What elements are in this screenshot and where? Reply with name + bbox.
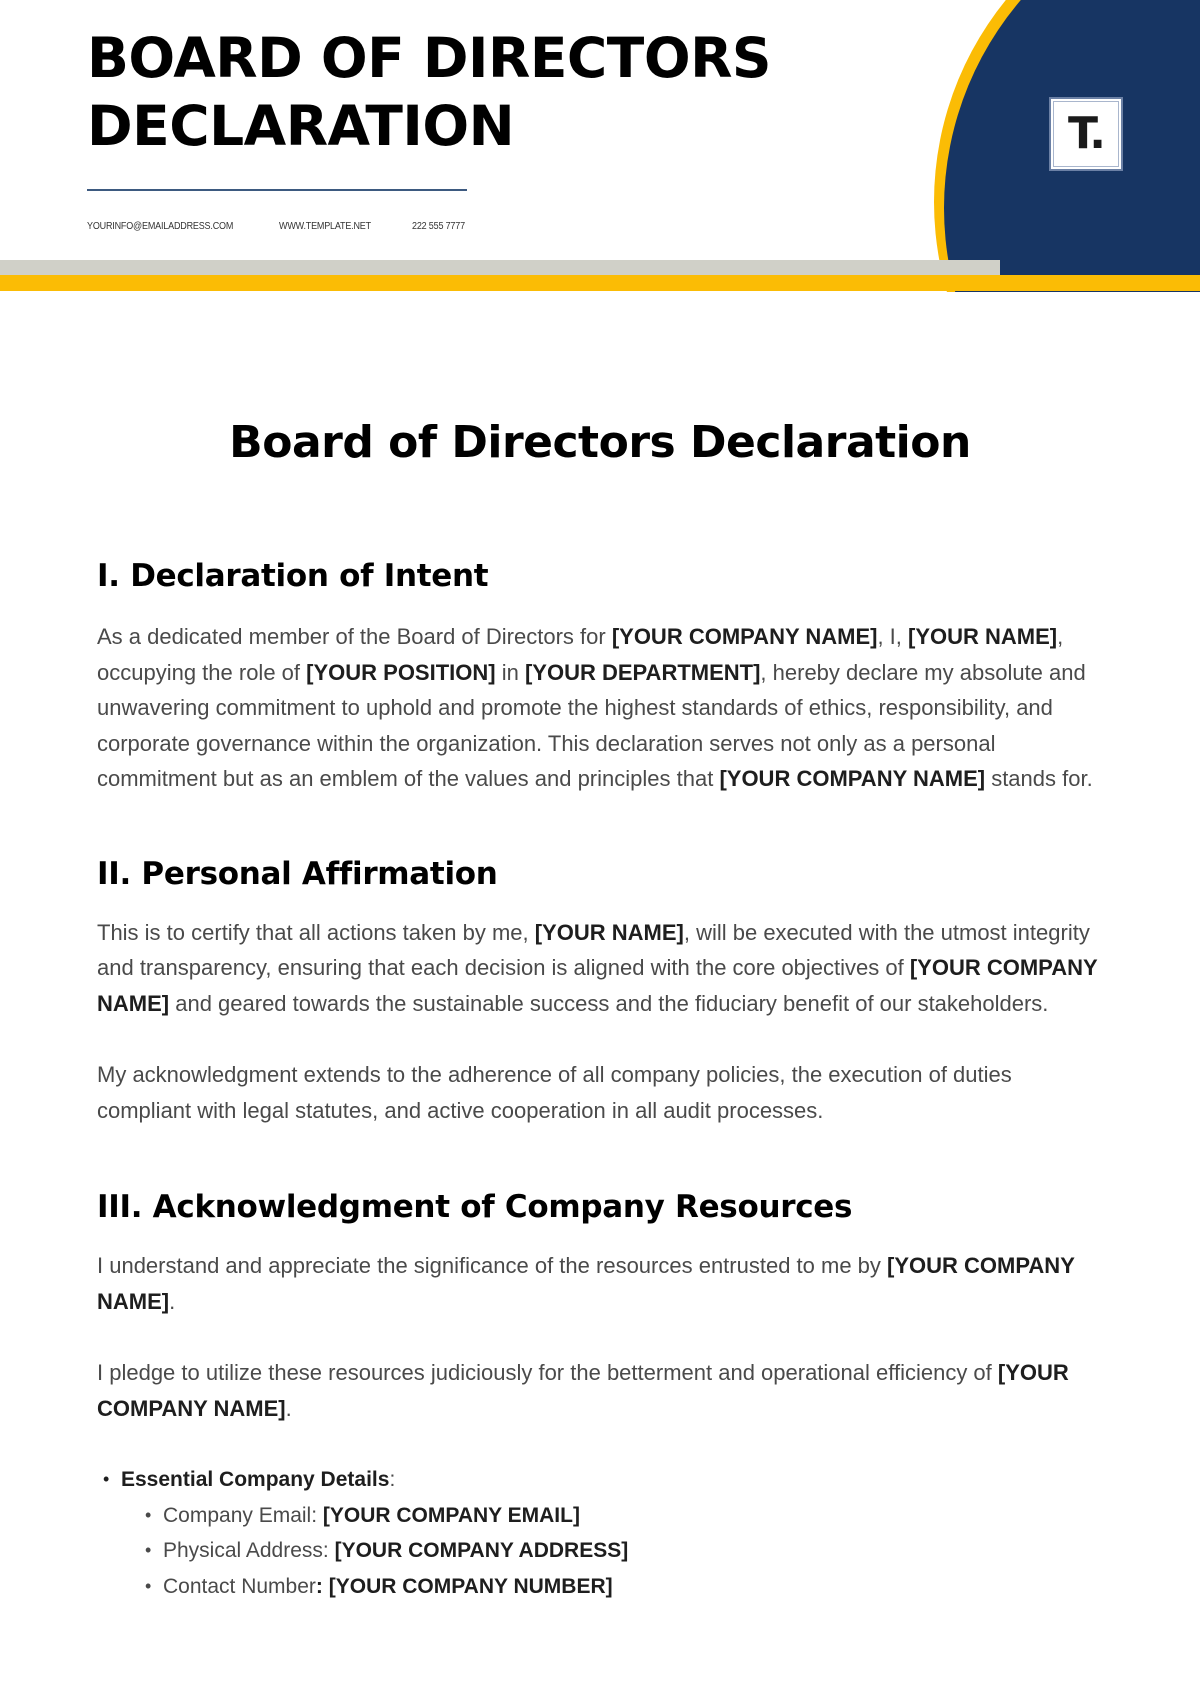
paragraph [97,1355,1107,1426]
placeholder-company-name: [YOUR COMPANY NAME] [611,624,878,649]
placeholder-your-department: [YOUR DEPARTMENT] [524,659,761,685]
text: , occupying the role of [97,624,1064,685]
paragraph [97,1057,1107,1128]
text: I pledge to utilize these resources judiciously for the betterment and operational efficiency of [97,1360,998,1385]
text: . [169,1288,176,1314]
placeholder-company-name: [YOUR COMPANY NAME] [97,955,1098,1016]
header-yellow-band [0,275,1200,291]
section-declaration-of-intent [97,553,1107,797]
text: : [389,1468,396,1491]
placeholder-your-name: [YOUR NAME] [908,624,1058,649]
item-label: Contact Number [163,1574,316,1598]
list-item-company-email [143,1498,1107,1534]
paragraph [97,1248,1107,1319]
section-company-resources [97,1184,1107,1604]
text: , hereby declare my absolute and unwavering commitment to uphold and promote the highest standards of ethics, responsibility, and corporate governance within the organization. This declaration serves not only as a personal commitment but as an emblem of the values and principles that [97,659,1086,791]
contact-phone: 222 555 7777 [411,221,465,232]
header-gray-band [0,260,1000,275]
header-title: BOARD OF DIRECTORS DECLARATION [87,26,772,158]
placeholder-company-email: [YOUR COMPANY EMAIL] [322,1503,580,1527]
contact-email: YOURINFO@EMAILADDRESS.COM [87,221,234,232]
placeholder-your-name: [YOUR NAME] [534,919,684,945]
contact-website: WWW.TEMPLATE.NET [279,221,372,232]
placeholder-company-address: [YOUR COMPANY ADDRESS] [334,1539,629,1562]
list-label: Essential Company Details [121,1468,390,1491]
document-title: Board of Directors Declaration [229,417,971,468]
placeholder-company-name: [YOUR COMPANY NAME] [97,1360,1069,1421]
logo-text: T. [1067,108,1105,159]
text: I understand and appreciate the significance of the resources entrusted to me by [97,1253,888,1278]
placeholder-company-number: : [YOUR COMPANY NUMBER] [315,1574,613,1598]
contact-info [87,221,470,232]
list-item [97,1462,1107,1604]
list-item-physical-address [143,1533,1107,1569]
text: in [495,659,525,685]
paragraph [97,915,1107,1022]
section-personal-affirmation [97,851,1107,1129]
header-divider [87,189,467,191]
document-header [0,0,1200,292]
text: My acknowledgment extends to the adherence of all company policies, the execution of duties compliant with legal statutes, and active cooperation in all audit processes. [97,1062,1012,1123]
section-heading: II. Personal Affirmation [97,855,498,892]
text: . [285,1395,292,1421]
paragraph [97,619,1107,797]
text: As a dedicated member of the Board of Directors for [97,624,612,649]
placeholder-company-name: [YOUR COMPANY NAME] [97,1253,1075,1314]
text: , I, [877,624,909,649]
text: This is to certify that all actions taken by me, [97,919,535,945]
document-content [97,553,1107,1604]
placeholder-company-name: [YOUR COMPANY NAME] [719,766,986,791]
placeholder-your-position: [YOUR POSITION] [306,659,496,685]
item-label: Company Email: [163,1503,323,1527]
company-details-list [97,1462,1107,1604]
text: and geared towards the sustainable success and the fiduciary benefit of our stakeholders. [169,990,1049,1016]
item-label: Physical Address: [163,1539,335,1562]
text: stands for. [985,766,1093,791]
text: , will be executed with the utmost integrity and transparency, ensuring that each decision is aligned with the core objectives of [97,919,1090,980]
template-logo-icon [1049,97,1123,171]
company-details-sublist [121,1498,1107,1605]
section-heading: III. Acknowledgment of Company Resources [97,1189,853,1225]
list-item-contact-number [143,1569,1107,1605]
section-heading: I. Declaration of Intent [97,558,489,594]
